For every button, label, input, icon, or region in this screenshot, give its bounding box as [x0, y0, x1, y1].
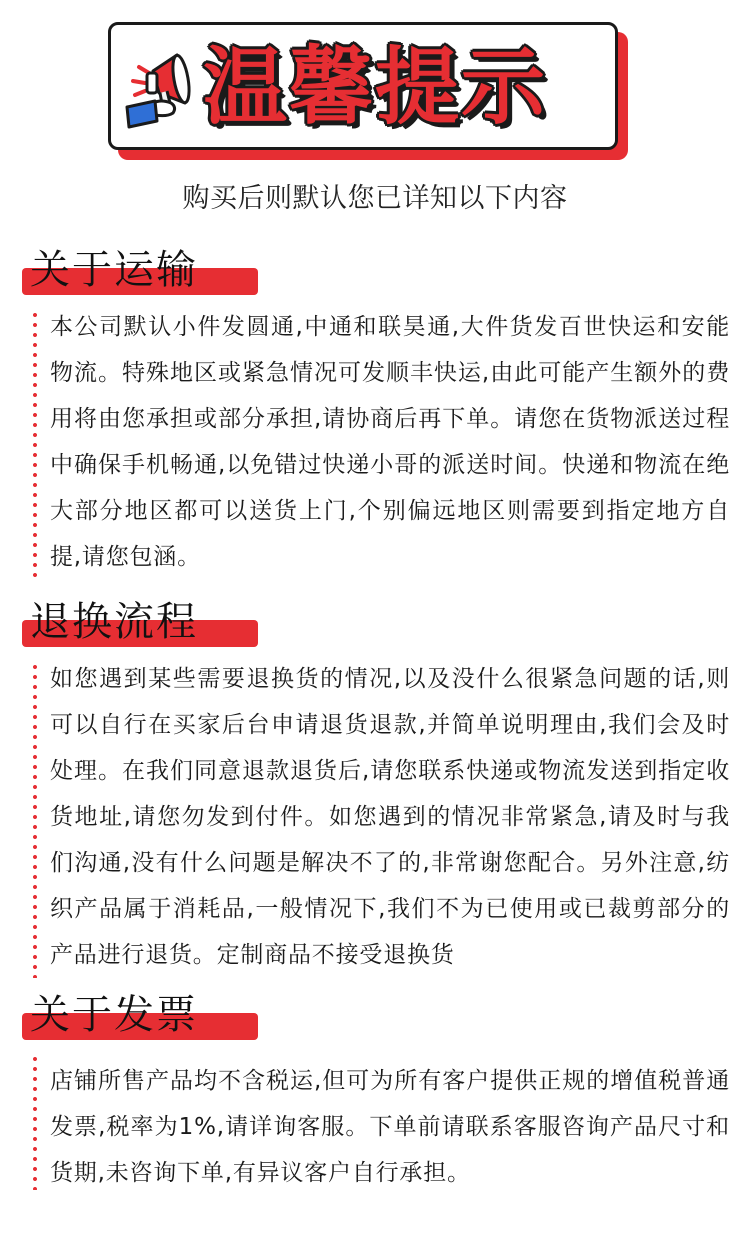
section-title: 退换流程 [30, 599, 198, 645]
section-body-shipping: 本公司默认小件发圆通,中通和联昊通,大件货发百世快运和安能物流。特殊地区或紧急情况可发顺丰快运,由此可能产生额外的费用将由您承担或部分承担,请协商后再下单。请您在货物派送过程中确保手机畅通,以免错过快递小哥的派送时间。快递和物流在绝大部分地区都可以送货上门,个别偏远地区则需要到指定地方自提,请您包涵。 [50, 314, 730, 570]
section-title: 关于发票 [30, 992, 198, 1038]
section-body-invoice: 店铺所售产品均不含税运,但可为所有客户提供正规的增值税普通发票,税率为1%,请详询客服。下单前请联系客服咨询产品尺寸和货期,未咨询下单,有异议客户自行承担。 [50, 1068, 730, 1186]
dotted-divider [33, 662, 37, 978]
section-body-returns: 如您遇到某些需要退换货的情况,以及没什么很紧急问题的话,则可以自行在买家后台申请退货退款,并简单说明理由,我们会及时处理。在我们同意退款退货后,请您联系快递或物流发送到指定收货地址,请您勿发到付件。如您遇到的情况非常紧急,请及时与我们沟通,没有什么问题是解决不了的,非常谢您配合。另外注意,纺织产品属于消耗品,一般情况下,我们不为已使用或已裁剪部分的产品进行退货。定制商品不接受退换货 [50, 666, 730, 968]
section-heading-shipping [20, 245, 260, 305]
section-heading-invoice [20, 990, 260, 1050]
dotted-divider [33, 310, 37, 582]
section-title: 关于运输 [30, 247, 198, 293]
dotted-divider [33, 1054, 37, 1190]
subtitle: 购买后则默认您已详知以下内容 [182, 183, 568, 214]
section-heading-returns [20, 597, 260, 657]
notice-banner [108, 22, 618, 150]
banner-title: 温馨提示 [203, 38, 548, 136]
